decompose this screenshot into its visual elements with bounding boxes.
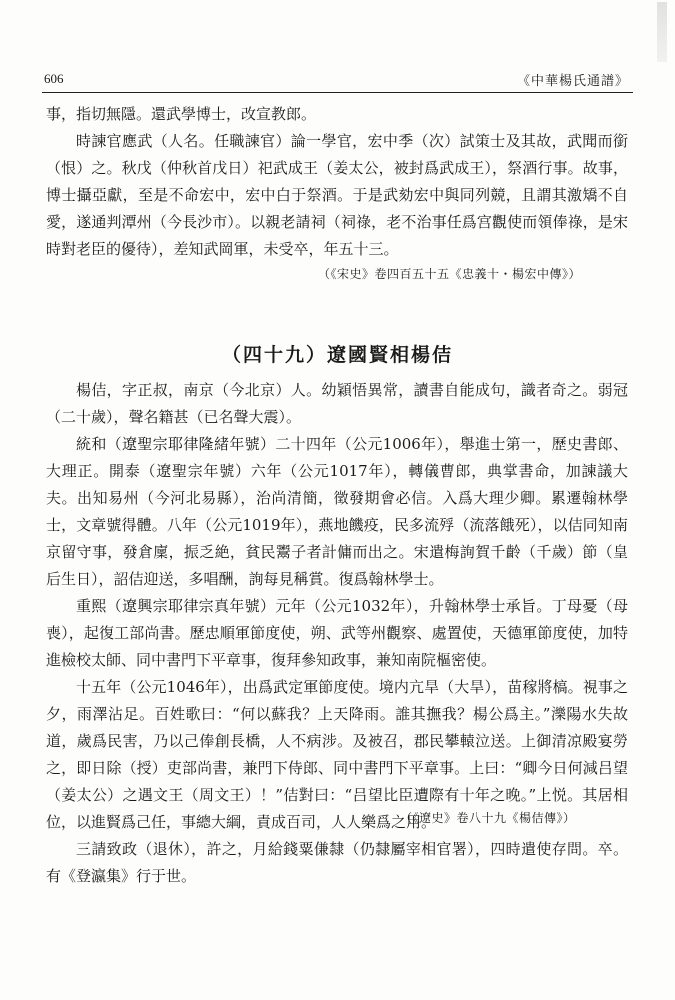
- paragraph: 十五年（公元1046年），出爲武定軍節度使。境内亢旱（大旱），苗稼將槁。視事之夕，雨澤沾足。百姓歌曰：“何以蘇我？上天降雨。誰其撫我？楊公爲主。”濼陽水失故道，歲爲民害，乃以己俸創長橋，人不病涉。及被召，郡民攀轅泣送。上御清凉殿宴勞之，即日除（授）吏部尚書，兼門下侍郎、同中書門下平章事。上曰：“卿今日何減吕望（姜太公）之遇文王（周文王）！”佶對曰：“吕望比臣遭際有十年之晚。”上悦。其居相位，以進賢爲己任，事總大綱，責成百司，人人樂爲之用。: [46, 678, 628, 831]
- scan-edge-mark: [657, 2, 667, 62]
- paragraph: 統和（遼聖宗耶律隆緒年號）二十四年（公元1006年），舉進士第一，歷史書郎、大理正。開泰（遼聖宗年號）六年（公元1017年），轉儀曹郎，典掌書命，加諫議大夫。出知易州（今河北易縣），治尚清簡，徵發期會必信。入爲大理少卿。累遷翰林學士，文章號得體。八年（公元1019年），燕地饑疫，民多流殍（流落餓死），以佶同知南京留守事，發倉廩，振乏絶，貧民鬻子者計傭而出之。宋遣梅詢賀千齡（千歲）節（皇后生日），詔佶迎送，多唱酬，詢每見稱賞。復爲翰林學士。: [46, 435, 628, 588]
- citation-top: （《宋史》卷四百五十五《忠義十・楊宏中傳》）: [318, 267, 582, 281]
- citation-main: （《遼史》卷八十九《楊佶傳》）: [400, 811, 576, 825]
- running-head: 《中華楊氏通譜》: [516, 74, 629, 89]
- paragraph: 事，指切無隱。還武學博士，改宣教郎。: [46, 105, 317, 123]
- paragraph: 三請致政（退休），許之，月給錢粟傔隸（仍隸屬宰相官署），四時遣使存問。卒。有《登瀛集》行于世。: [46, 840, 628, 885]
- paragraph: 時諫官應武（人名。任職諫官）論一學官，宏中季（次）試策士及其故，武聞而銜（恨）之。秋戊（仲秋首戊日）祀武成王（姜太公，被封爲武成王），祭酒行事。故事，博士攝亞獻，至是不命宏中，宏中白于祭酒。于是武劾宏中與同列競，且謂其激矯不自愛，遂通判潭州（今長沙市）。以親老請祠（祠祿，老不治事任爲宫觀使而領俸祿，是宋時對老臣的優待），差知武岡軍，未受卒，年五十三。: [46, 132, 628, 258]
- header-rule: [42, 92, 633, 93]
- page-number: 606: [44, 71, 64, 86]
- paragraph: 楊佶，字正叔，南京（今北京）人。幼穎悟異常，讀書自能成句，識者奇之。弱冠（二十歲），聲名籍甚（已名聲大震）。: [46, 381, 628, 426]
- top-section-body: [46, 101, 628, 263]
- section-title: （四十九）遼國賢相楊佶: [221, 344, 453, 366]
- paragraph: 重熙（遼興宗耶律宗真年號）元年（公元1032年），升翰林學士承旨。丁母憂（母喪），起復工部尚書。歷忠順軍節度使，朔、武等州觀察、處置使，天德軍節度使，加特進檢校太師、同中書門下平章事，復拜參知政事，兼知南院樞密使。: [46, 597, 628, 669]
